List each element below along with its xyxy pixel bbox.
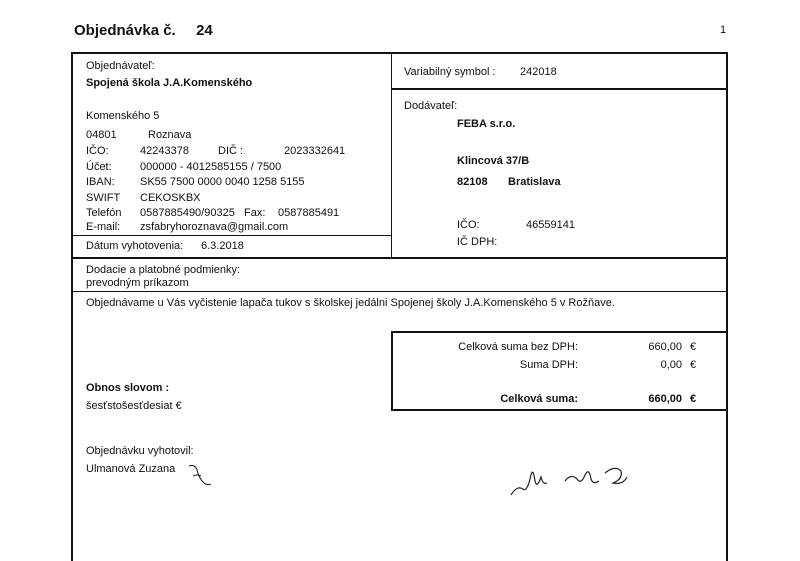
orderer-ico: 42243378 [140, 145, 189, 157]
handwritten-mark [185, 460, 225, 495]
order-title [74, 22, 213, 39]
signature-mark [505, 455, 645, 505]
supplier-ico-label: IČO: [457, 219, 480, 231]
supplier-label: Dodávateľ: [404, 100, 458, 112]
terms-value: prevodným príkazom [86, 277, 189, 289]
supplier-name: FEBA s.r.o. [457, 118, 516, 130]
net-total-value: 660,00 [648, 341, 682, 353]
date-label: Dátum vyhotovenia: [86, 240, 184, 252]
totals-left-border [391, 331, 393, 411]
order-title-label: Objednávka č. [74, 22, 176, 39]
orderer-postal-code: 04801 [86, 129, 117, 141]
in-words-value: šesťstošesťdesiat € [86, 400, 182, 412]
net-total-label: Celková suma bez DPH: [458, 341, 578, 353]
order-text-divider [71, 291, 728, 292]
grand-total-value: 660,00 [648, 393, 682, 405]
in-words-label: Obnos slovom : [86, 382, 170, 394]
vat-label: Suma DPH: [519, 359, 578, 371]
orderer-ico-label: IČO: [86, 145, 109, 157]
supplier-street: Klincová 37/B [457, 155, 530, 167]
supplier-city: Bratislava [508, 176, 561, 188]
supplier-ico: 46559141 [526, 219, 575, 231]
vat-currency: € [690, 359, 697, 371]
totals-top-border [391, 331, 728, 333]
issued-by-name: Ulmanová Zuzana [86, 463, 176, 475]
grand-total-label: Celková suma: [500, 393, 578, 405]
supplier-postal-code: 82108 [457, 176, 488, 188]
orderer-label: Objednávateľ: [86, 60, 155, 72]
orderer-street: Komenského 5 [86, 110, 160, 122]
orderer-iban-label: IBAN: [86, 176, 115, 188]
order-description: Objednávame u Vás vyčistenie lapača tukov s školskej jedálni Spojenej školy J.A.Komenského 5 v Rožňave. [86, 297, 615, 309]
orderer-name: Spojená škola J.A.Komenského [86, 77, 253, 89]
orderer-swift: CEKOSKBX [140, 192, 201, 204]
variable-symbol-divider [391, 88, 728, 90]
box-top-border [71, 52, 728, 54]
orderer-fax: 0587885491 [278, 207, 340, 219]
grand-total-currency: € [690, 393, 697, 405]
terms-top-divider [71, 257, 728, 259]
orderer-swift-label: SWIFT [86, 192, 121, 204]
orderer-account: 000000 - 4012585155 / 7500 [140, 161, 282, 173]
page-number: 1 [720, 24, 727, 36]
variable-symbol-label: Variabilný symbol : [404, 66, 496, 78]
box-left-border [71, 52, 73, 561]
orderer-dic: 2023332641 [284, 145, 346, 157]
box-middle-divider [391, 52, 392, 258]
orderer-iban: SK55 7500 0000 0040 1258 5155 [140, 176, 305, 188]
issued-by-label: Objednávku vyhotovil: [86, 445, 194, 457]
totals-bottom-border [391, 409, 728, 411]
variable-symbol-value: 242018 [520, 66, 557, 78]
box-right-border [726, 52, 728, 561]
orderer-phone: 0587885490/90325 [140, 207, 235, 219]
net-total-currency: € [690, 341, 697, 353]
orderer-email: zsfabryhoroznava@gmail.com [140, 221, 289, 233]
orderer-city: Roznava [148, 129, 192, 141]
orderer-email-label: E-mail: [86, 221, 121, 233]
orderer-fax-label: Fax: [244, 207, 266, 219]
date-value: 6.3.2018 [201, 240, 244, 252]
supplier-icdph-label: IČ DPH: [457, 236, 498, 248]
terms-label: Dodacie a platobné podmienky: [86, 264, 241, 276]
orderer-account-label: Účet: [86, 161, 112, 173]
orderer-dic-label: DIČ : [218, 145, 244, 157]
vat-value: 0,00 [660, 359, 682, 371]
orderer-phone-label: Telefón [86, 207, 122, 219]
date-divider [71, 235, 392, 236]
order-number: 24 [196, 22, 213, 39]
